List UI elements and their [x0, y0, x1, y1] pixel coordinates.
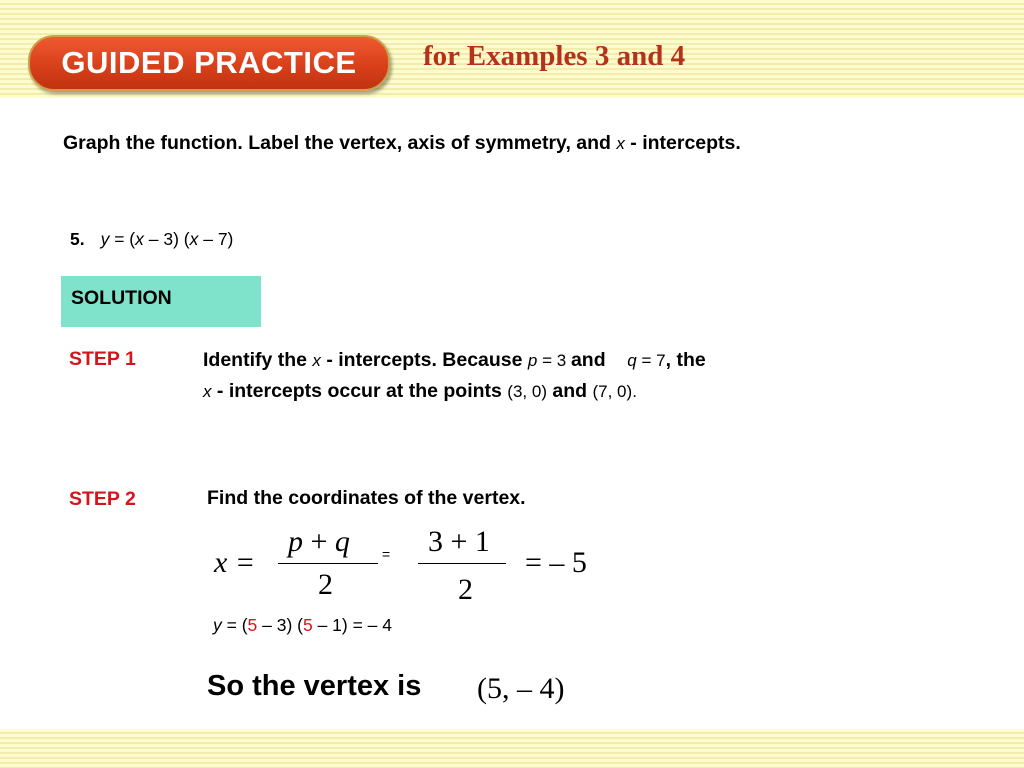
step1-and1: and	[570, 349, 606, 371]
x-equals	[214, 546, 255, 580]
header-subtitle: for Examples 3 and 4	[423, 40, 686, 72]
fraction2-denominator: 2	[458, 573, 473, 606]
step1-q: q	[627, 351, 637, 370]
step1-text	[203, 345, 706, 407]
step1-t1: Identify the	[203, 349, 313, 371]
frac1-plus: +	[303, 525, 335, 558]
small-equals: =	[382, 546, 391, 562]
problem-eq3: – 7)	[198, 229, 234, 249]
fraction1-bar	[278, 563, 378, 564]
step1-t3: , the	[665, 349, 706, 371]
step1-period: .	[632, 382, 637, 401]
step1-point2: (7, 0)	[592, 382, 633, 401]
footer-band	[0, 729, 1024, 768]
step1-t2: - intercepts. Because	[320, 349, 528, 371]
vertex-value: (5, – 4)	[477, 672, 565, 705]
instruction-part2: - intercepts.	[624, 132, 741, 154]
yline-b: – 3) (	[257, 615, 303, 635]
step1-q-eq: = 7	[636, 351, 666, 370]
yline-c: – 1) = – 4	[312, 615, 393, 635]
step1-point1: (3, 0)	[507, 382, 547, 401]
fraction1-numerator	[288, 525, 350, 559]
solution-label: SOLUTION	[71, 287, 172, 309]
yline-y: y	[213, 615, 222, 635]
yline-five1: 5	[247, 615, 258, 635]
step1-p-eq: = 3	[537, 351, 571, 370]
x-var: x =	[214, 546, 256, 579]
badge-label: GUIDED PRACTICE	[61, 45, 357, 80]
fraction1-denominator: 2	[318, 568, 333, 601]
guided-practice-badge	[28, 35, 390, 91]
fraction2-bar	[418, 563, 506, 564]
yline-a: = (	[221, 615, 248, 635]
step1-label: STEP 1	[69, 348, 136, 370]
step1-t4: - intercepts occur at the points	[211, 380, 508, 402]
x-result: = – 5	[525, 546, 587, 579]
problem-y: y	[100, 229, 110, 249]
step2-label: STEP 2	[69, 488, 136, 510]
problem-x2: x	[189, 229, 199, 249]
fraction2-numerator: 3 + 1	[428, 525, 490, 558]
step1-x1: x	[312, 351, 321, 370]
frac1-p: p	[288, 525, 303, 558]
step1-x2: x	[203, 382, 212, 401]
instruction	[63, 132, 741, 155]
step2-text: Find the coordinates of the vertex.	[207, 487, 526, 509]
frac1-q: q	[334, 525, 350, 558]
y-calculation	[213, 615, 392, 636]
vertex-conclusion-label: So the vertex is	[207, 670, 422, 702]
step1-p: p	[527, 351, 538, 370]
yline-five2: 5	[302, 615, 313, 635]
problem-number: 5.	[70, 229, 85, 249]
step1-and2: and	[546, 380, 593, 402]
instruction-part1: Graph the function. Label the vertex, axis of symmetry, and	[63, 132, 617, 154]
solution-box	[61, 276, 261, 327]
problem-x1: x	[135, 229, 144, 249]
problem-5	[70, 229, 233, 250]
problem-eq1: = (	[109, 229, 136, 249]
problem-eq2: – 3) (	[143, 229, 190, 249]
instruction-var: x	[616, 134, 625, 153]
